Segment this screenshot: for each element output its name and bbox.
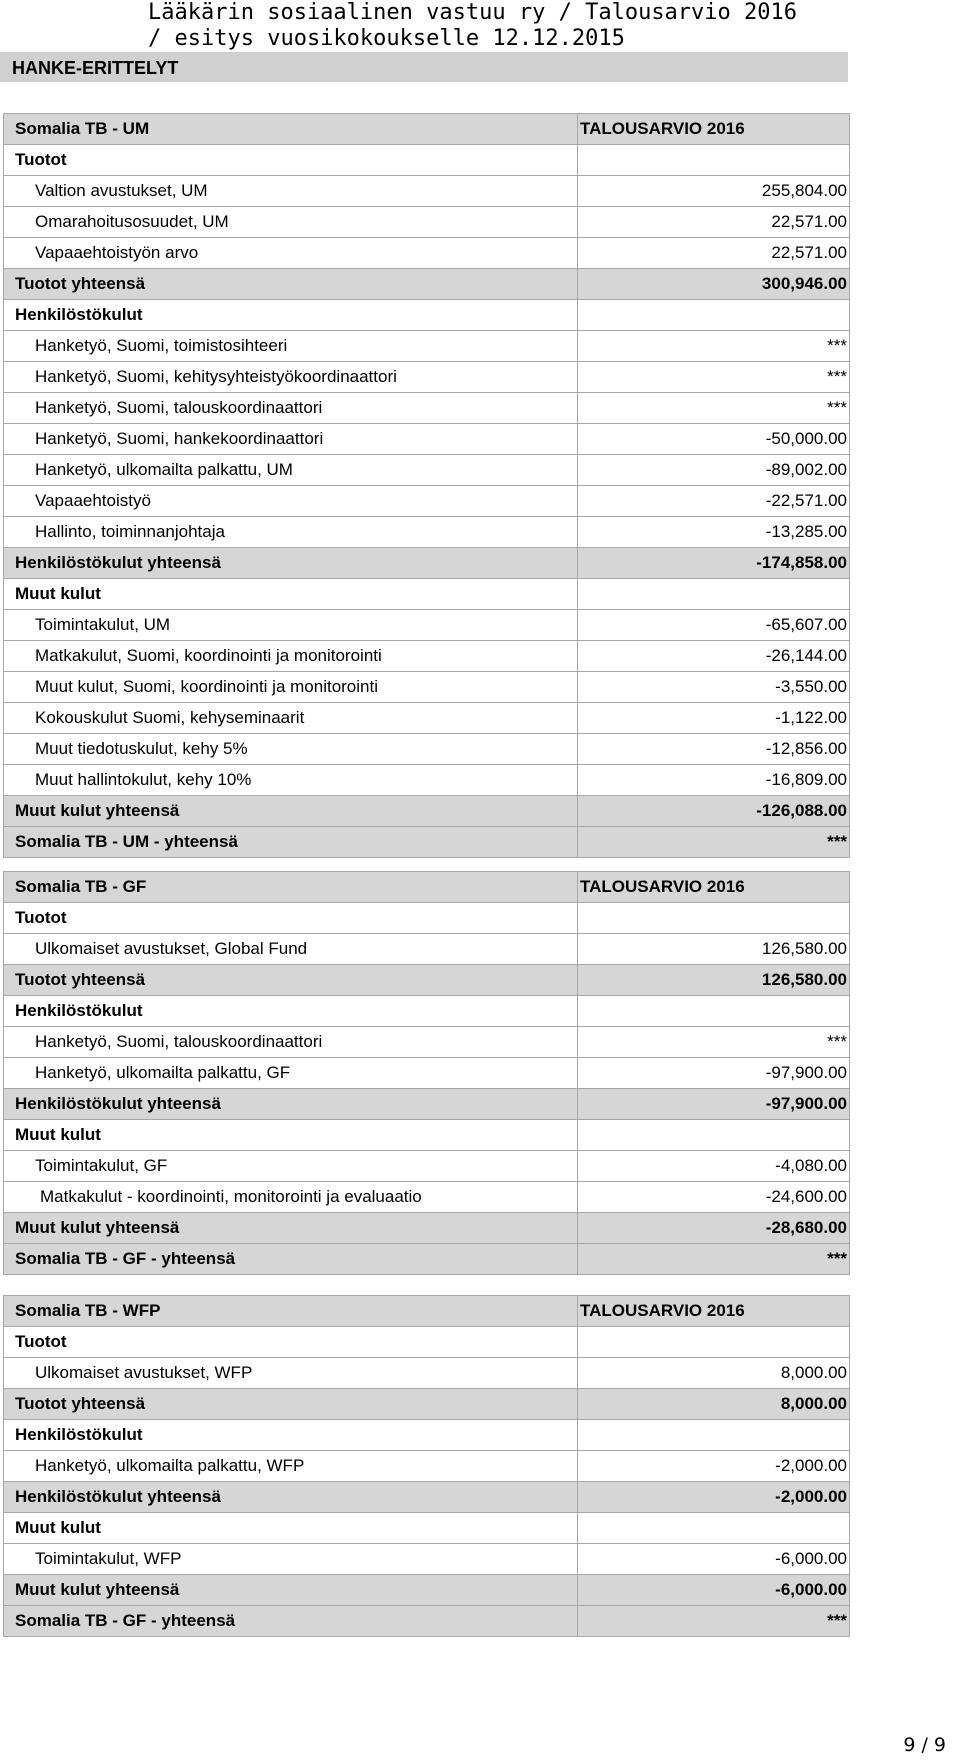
header-line-2: / esitys vuosikokoukselle 12.12.2015 xyxy=(148,26,625,51)
table-title: Somalia TB - WFP xyxy=(4,1296,578,1327)
row-label: Vapaaehtoistyö xyxy=(4,486,578,517)
row-label: Hanketyö, ulkomailta palkattu, UM xyxy=(4,455,578,486)
row-value xyxy=(578,145,850,176)
row-label: Muut kulut yhteensä xyxy=(4,1575,578,1606)
row-value: -24,600.00 xyxy=(578,1182,850,1213)
row-label: Henkilöstökulut yhteensä xyxy=(4,1482,578,1513)
row-value: *** xyxy=(578,331,850,362)
row-label: Henkilöstökulut xyxy=(4,300,578,331)
row-label: Somalia TB - GF - yhteensä xyxy=(4,1606,578,1637)
total-row xyxy=(4,1606,850,1637)
row-label: Hanketyö, ulkomailta palkattu, GF xyxy=(4,1058,578,1089)
row-value: -2,000.00 xyxy=(578,1482,850,1513)
row-value: -2,000.00 xyxy=(578,1451,850,1482)
group-header-row xyxy=(4,996,850,1027)
row-label: Muut kulut xyxy=(4,1513,578,1544)
table-row xyxy=(4,176,850,207)
row-label: Matkakulut, Suomi, koordinointi ja monitorointi xyxy=(4,641,578,672)
row-label: Vapaaehtoistyön arvo xyxy=(4,238,578,269)
row-value: -126,088.00 xyxy=(578,796,850,827)
budget-table-somalia-tb-um xyxy=(3,113,850,858)
row-label: Hanketyö, ulkomailta palkattu, WFP xyxy=(4,1451,578,1482)
row-label: Muut kulut xyxy=(4,579,578,610)
table-row xyxy=(4,393,850,424)
total-row xyxy=(4,965,850,996)
table-row xyxy=(4,362,850,393)
table-row xyxy=(4,331,850,362)
table-row xyxy=(4,1058,850,1089)
row-value: -6,000.00 xyxy=(578,1544,850,1575)
row-label: Muut kulut, Suomi, koordinointi ja monitorointi xyxy=(4,672,578,703)
row-value: -28,680.00 xyxy=(578,1213,850,1244)
row-label: Muut tiedotuskulut, kehy 5% xyxy=(4,734,578,765)
group-header-row xyxy=(4,1327,850,1358)
table-row xyxy=(4,1027,850,1058)
row-label: Tuotot yhteensä xyxy=(4,1389,578,1420)
table-row xyxy=(4,238,850,269)
row-value xyxy=(578,300,850,331)
table-title: Somalia TB - GF xyxy=(4,872,578,903)
budget-table-somalia-tb-gf xyxy=(3,871,850,1275)
group-header-row xyxy=(4,145,850,176)
row-value: *** xyxy=(578,1027,850,1058)
row-label: Kokouskulut Suomi, kehyseminaarit xyxy=(4,703,578,734)
row-label: Tuotot xyxy=(4,1327,578,1358)
row-label: Omarahoitusosuudet, UM xyxy=(4,207,578,238)
row-value: -50,000.00 xyxy=(578,424,850,455)
row-value: -12,856.00 xyxy=(578,734,850,765)
row-value: 8,000.00 xyxy=(578,1358,850,1389)
column-header: TALOUSARVIO 2016 xyxy=(578,1296,850,1327)
table-row xyxy=(4,703,850,734)
table-row xyxy=(4,424,850,455)
row-value: 8,000.00 xyxy=(578,1389,850,1420)
row-label: Ulkomaiset avustukset, WFP xyxy=(4,1358,578,1389)
row-label: Henkilöstökulut yhteensä xyxy=(4,548,578,579)
table-row xyxy=(4,1358,850,1389)
table-row xyxy=(4,517,850,548)
table-row xyxy=(4,455,850,486)
row-value xyxy=(578,1120,850,1151)
total-row xyxy=(4,1575,850,1606)
row-label: Muut kulut yhteensä xyxy=(4,1213,578,1244)
group-header-row xyxy=(4,1120,850,1151)
table-title: Somalia TB - UM xyxy=(4,114,578,145)
group-header-row xyxy=(4,903,850,934)
row-value: *** xyxy=(578,827,850,858)
row-label: Tuotot yhteensä xyxy=(4,269,578,300)
row-value: *** xyxy=(578,1244,850,1275)
row-label: Hanketyö, Suomi, hankekoordinaattori xyxy=(4,424,578,455)
row-value: -4,080.00 xyxy=(578,1151,850,1182)
table-row xyxy=(4,765,850,796)
row-value: 22,571.00 xyxy=(578,238,850,269)
row-value: 300,946.00 xyxy=(578,269,850,300)
total-row xyxy=(4,1389,850,1420)
row-value: *** xyxy=(578,393,850,424)
row-label: Matkakulut - koordinointi, monitorointi ja evaluaatio xyxy=(4,1182,578,1213)
row-value: -3,550.00 xyxy=(578,672,850,703)
document-header xyxy=(148,0,808,52)
table-row xyxy=(4,1451,850,1482)
row-label: Ulkomaiset avustukset, Global Fund xyxy=(4,934,578,965)
table-row xyxy=(4,1151,850,1182)
row-label: Toimintakulut, WFP xyxy=(4,1544,578,1575)
row-value: 126,580.00 xyxy=(578,965,850,996)
header-line-1: Lääkärin sosiaalinen vastuu ry / Talousarvio 2016 xyxy=(148,0,798,25)
total-row xyxy=(4,1244,850,1275)
row-value xyxy=(578,1513,850,1544)
row-label: Tuotot xyxy=(4,903,578,934)
table-row xyxy=(4,934,850,965)
row-value: 126,580.00 xyxy=(578,934,850,965)
total-row xyxy=(4,548,850,579)
row-value xyxy=(578,903,850,934)
row-value: -97,900.00 xyxy=(578,1089,850,1120)
group-header-row xyxy=(4,1420,850,1451)
row-label: Somalia TB - GF - yhteensä xyxy=(4,1244,578,1275)
row-label: Henkilöstökulut yhteensä xyxy=(4,1089,578,1120)
row-label: Valtion avustukset, UM xyxy=(4,176,578,207)
row-value: -22,571.00 xyxy=(578,486,850,517)
row-label: Tuotot xyxy=(4,145,578,176)
row-value: -6,000.00 xyxy=(578,1575,850,1606)
table-row xyxy=(4,610,850,641)
row-label: Tuotot yhteensä xyxy=(4,965,578,996)
total-row xyxy=(4,1213,850,1244)
table-row xyxy=(4,1544,850,1575)
row-label: Muut kulut xyxy=(4,1120,578,1151)
row-label: Muut hallintokulut, kehy 10% xyxy=(4,765,578,796)
table-header-row xyxy=(4,114,850,145)
table-row xyxy=(4,486,850,517)
table-row xyxy=(4,641,850,672)
column-header: TALOUSARVIO 2016 xyxy=(578,114,850,145)
total-row xyxy=(4,827,850,858)
group-header-row xyxy=(4,579,850,610)
table-header-row xyxy=(4,872,850,903)
row-label: Henkilöstökulut xyxy=(4,996,578,1027)
row-label: Henkilöstökulut xyxy=(4,1420,578,1451)
row-value: -16,809.00 xyxy=(578,765,850,796)
row-value: -26,144.00 xyxy=(578,641,850,672)
row-value xyxy=(578,1420,850,1451)
total-row xyxy=(4,796,850,827)
column-header: TALOUSARVIO 2016 xyxy=(578,872,850,903)
row-label: Toimintakulut, UM xyxy=(4,610,578,641)
row-label: Hallinto, toiminnanjohtaja xyxy=(4,517,578,548)
table-row xyxy=(4,1182,850,1213)
table-row xyxy=(4,672,850,703)
row-label: Hanketyö, Suomi, talouskoordinaattori xyxy=(4,1027,578,1058)
total-row xyxy=(4,1089,850,1120)
group-header-row xyxy=(4,300,850,331)
table-row xyxy=(4,734,850,765)
section-title: HANKE-ERITTELYT xyxy=(0,52,848,82)
row-value: -65,607.00 xyxy=(578,610,850,641)
row-value: -89,002.00 xyxy=(578,455,850,486)
row-value: *** xyxy=(578,1606,850,1637)
row-value: -1,122.00 xyxy=(578,703,850,734)
row-value: -97,900.00 xyxy=(578,1058,850,1089)
page-number: 9 / 9 xyxy=(903,1734,946,1756)
row-label: Hanketyö, Suomi, toimistosihteeri xyxy=(4,331,578,362)
table-header-row xyxy=(4,1296,850,1327)
table-row xyxy=(4,207,850,238)
group-header-row xyxy=(4,1513,850,1544)
row-label: Muut kulut yhteensä xyxy=(4,796,578,827)
row-value xyxy=(578,996,850,1027)
total-row xyxy=(4,1482,850,1513)
row-value: -174,858.00 xyxy=(578,548,850,579)
row-label: Hanketyö, Suomi, kehitysyhteistyökoordinaattori xyxy=(4,362,578,393)
row-label: Somalia TB - UM - yhteensä xyxy=(4,827,578,858)
row-value: 22,571.00 xyxy=(578,207,850,238)
row-label: Toimintakulut, GF xyxy=(4,1151,578,1182)
row-label: Hanketyö, Suomi, talouskoordinaattori xyxy=(4,393,578,424)
row-value: 255,804.00 xyxy=(578,176,850,207)
row-value: *** xyxy=(578,362,850,393)
total-row xyxy=(4,269,850,300)
row-value xyxy=(578,579,850,610)
row-value: -13,285.00 xyxy=(578,517,850,548)
row-value xyxy=(578,1327,850,1358)
budget-table-somalia-tb-wfp xyxy=(3,1295,850,1637)
